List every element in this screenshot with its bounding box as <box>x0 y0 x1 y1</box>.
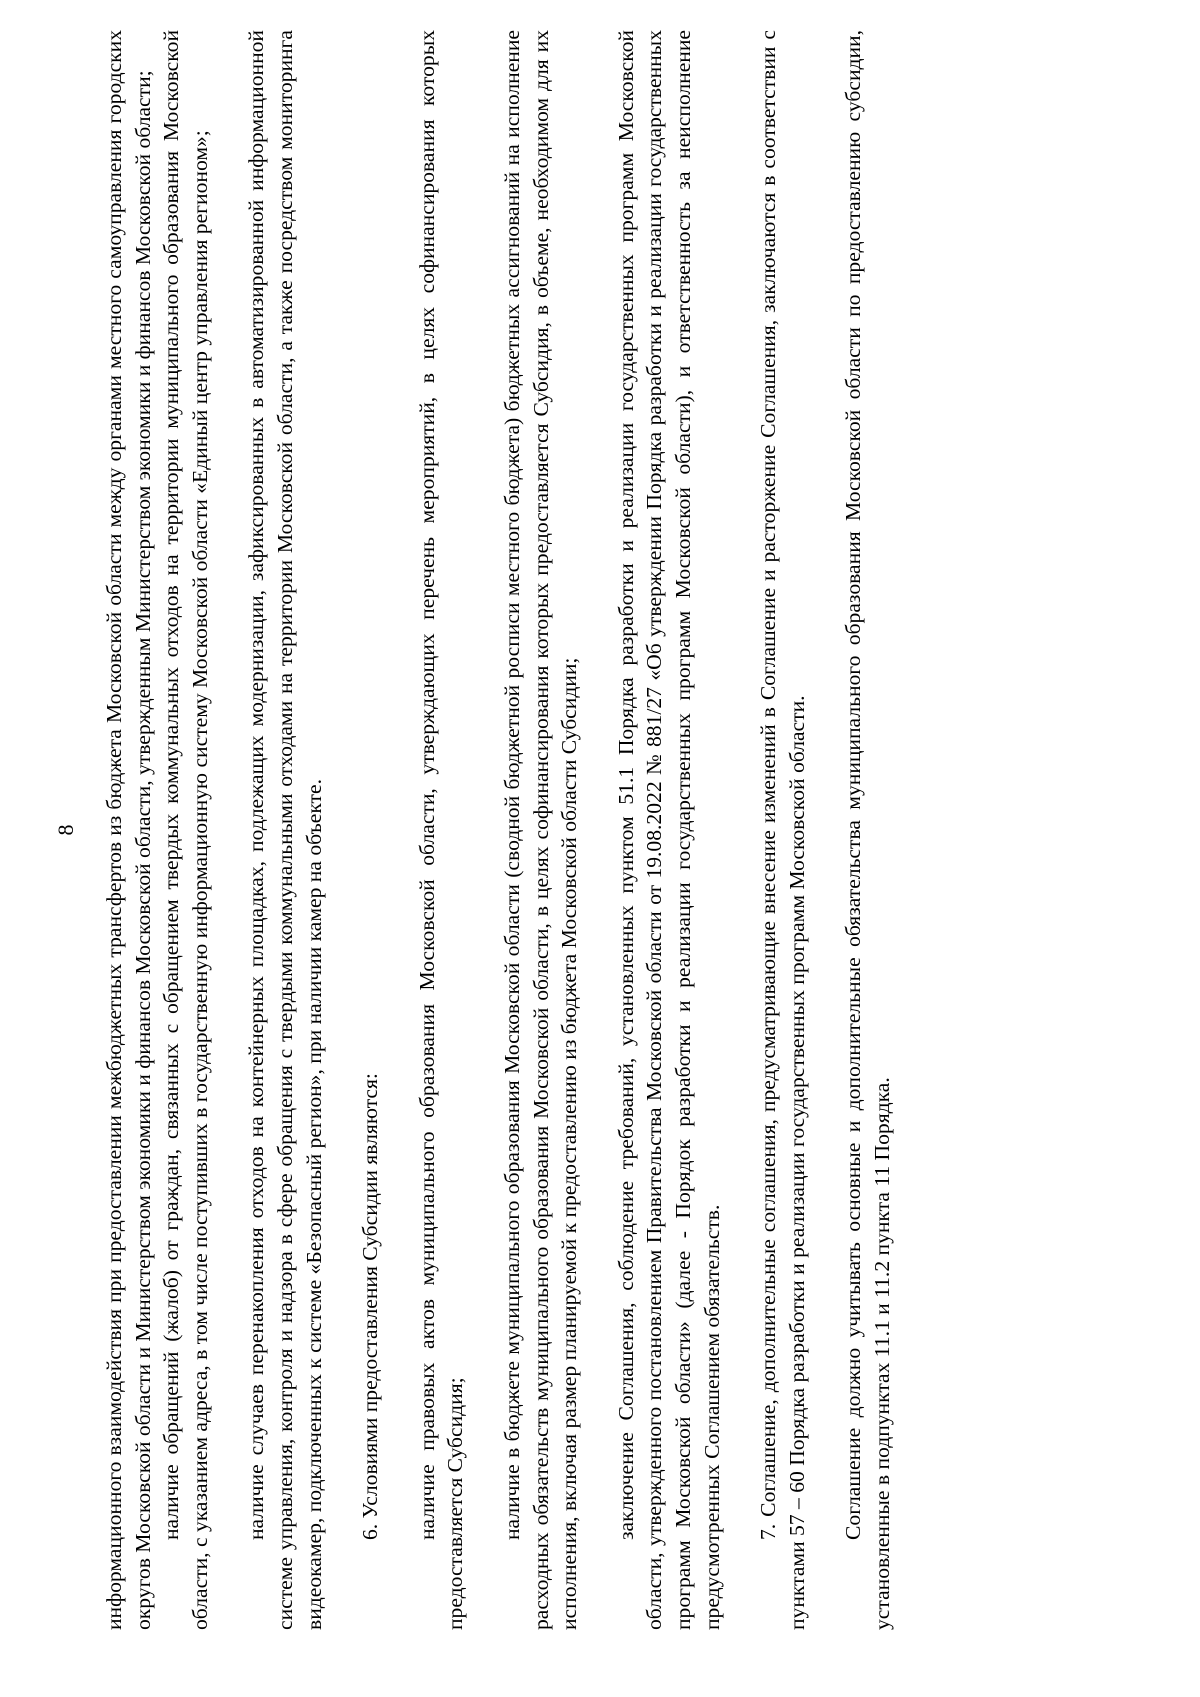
page-number: 8 <box>53 824 78 836</box>
paragraph-agreement-obligations: Соглашение должно учитывать основные и дополнительные обязательства муниципального образования Московской области по предоставлению субсидии, установленные в подпунктах 11.1 и 11.2 пункта 11 Порядка. <box>841 30 894 1630</box>
paragraph-waste-overaccumulation: наличие случаев перенакопления отходов на контейнерных площадках, подлежащих модернизации, зафиксированных в автоматизированной информационной системе управления, контроля и надзора в сфере обращения с твердыми коммунальными отходами на территории Московской области, а также посредством мониторинга видеокамер, подключенных к системе «Безопасный регион», при наличии камер на объекте. <box>244 30 326 1630</box>
paragraph-budget-allocations: наличие в бюджете муниципального образования Московской области (сводной бюджетной росписи местного бюджета) бюджетных ассигнований на исполнение расходных обязательств муниципального образования Московской области, в целях софинансирования которых предоставляется Субсидия, в объеме, необходимом для их исполнения, включая размер планируемой к предоставлению из бюджета Московской области Субсидии; <box>499 30 582 1630</box>
rotated-document-sheet <box>53 30 1100 1630</box>
paragraph-interaction-procedure: информационного взаимодействия при предоставлении межбюджетных трансфертов из бюджета Московской области между органами местного самоуправления городских округов Московской области и Министерством экономики и финансов Московской области, утвержденным Министерством экономики и финансов Московской области; <box>102 30 155 1630</box>
document-body <box>100 30 896 1630</box>
paragraph-section-7: 7. Соглашение, дополнительные соглашения, предусматривающие внесение изменений в Соглашение и расторжение Соглашения, заключаются в соответствии с пунктами 57 – 60 Порядка разработки и реализации государственных программ Московской области. <box>756 30 809 1630</box>
paragraph-citizen-complaints: наличие обращений (жалоб) от граждан, связанных с обращением твердых коммунальных отходов на территории муниципального образования Московской области, с указанием адреса, в том числе поступивших в государственную информационную систему Московской области «Единый центр управления регионом»; <box>159 30 212 1630</box>
paragraph-section-6-heading: 6. Условиями предоставления Субсидии являются: <box>358 1073 383 1540</box>
paragraph-legal-acts: наличие правовых актов муниципального образования Московской области, утверждающих перечень мероприятий, в целях софинансирования которых предоставляется Субсидия; <box>414 30 468 1630</box>
paragraph-agreement-conclusion: заключение Соглашения, соблюдение требований, установленных пунктом 51.1 Порядка разработки и реализации государственных программ Московской области, утвержденного постановлением Правительства Московской области от 19.08.2022 № 881/27 «Об утверждении Порядка разработки и реализации государственных программ Московской области» (далее - Порядок разработки и реализации государственных программ Московской области), и ответственность за неисполнение предусмотренных Соглашением обязательств. <box>613 30 724 1630</box>
